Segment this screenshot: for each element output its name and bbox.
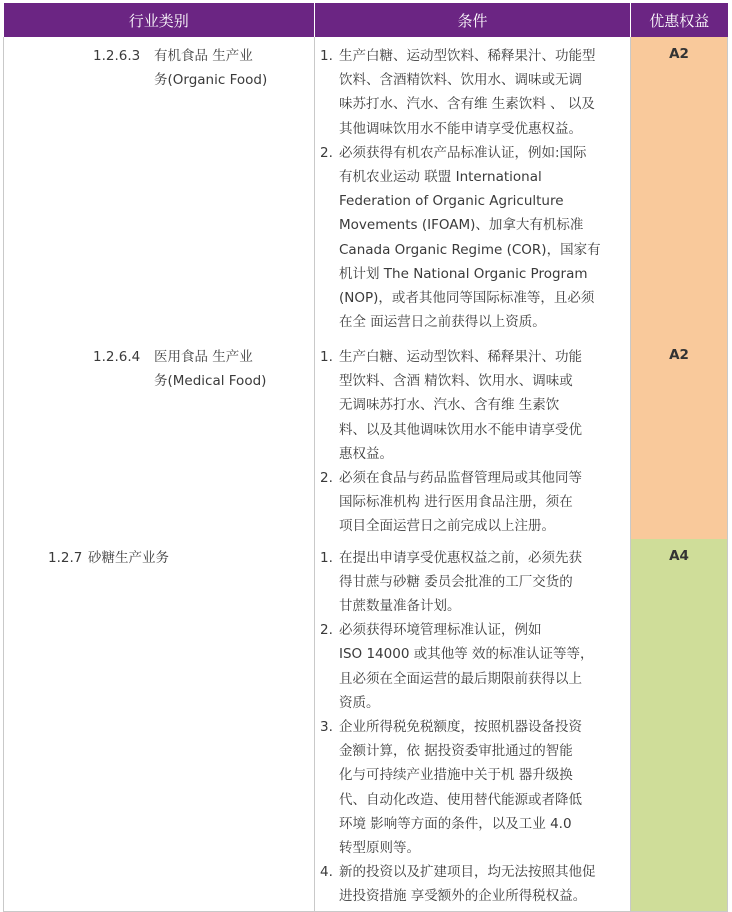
category-name: 医用食品 生产业 务(Medical Food) bbox=[154, 349, 267, 390]
condition-item: 2. 必须获得环境管理标准认证，例如 ISO 14000 或其他等 效的标准认证等等， 且必须在全面运营的最后期限前获得以上 资质。 bbox=[320, 622, 594, 711]
benefit-badge: A2 bbox=[631, 338, 728, 539]
conditions-cell bbox=[315, 37, 631, 338]
benefit-badge: A4 bbox=[631, 539, 728, 912]
header-conditions: 条件 bbox=[315, 3, 631, 37]
table-header-row bbox=[4, 3, 728, 37]
condition-item: 4. 新的投资以及扩建项目，均无法按照其他促 进投资措施 享受额外的企业所得税权益。 bbox=[320, 864, 596, 905]
condition-item: 2. 必须获得有机农产品标准认证，例如:国际 有机农业运动 联盟 International Federation of Organic Agriculture Movements (IFOAM)、加拿大有机标准 Canada Organic Regime (COR)，国家有 机计划 The National Organic Program (NOP)，或者其他同等国际标准等，且必须 在全 面运营日之前获得以上资质。 bbox=[320, 144, 601, 331]
condition-item: 3. 企业所得税免税额度，按照机器设备投资 金额计算，依 据投资委审批通过的智能 化与可持续产业措施中关于机 器升级换 代、自动化改造、使用替代能源或者降低 环境 影响等方面的条件，以及工业 4.0 转型原则等。 bbox=[320, 719, 582, 857]
benefit-badge: A2 bbox=[631, 37, 728, 338]
category-cell bbox=[4, 37, 315, 338]
category-cell bbox=[4, 338, 315, 539]
category-code: 1.2.7 bbox=[48, 549, 83, 566]
category-name: 有机食品 生产业 务(Organic Food) bbox=[154, 48, 268, 89]
condition-item: 1. 在提出申请享受优惠权益之前，必须先获 得甘蔗与砂糖 委员会批准的工厂交货的 甘蔗数量准备计划。 bbox=[320, 549, 582, 615]
category-code: 1.2.6.3 bbox=[93, 48, 141, 64]
header-category: 行业类别 bbox=[4, 3, 315, 37]
category-cell bbox=[4, 539, 315, 912]
condition-item: 2. 必须在食品与药品监督管理局或其他同等 国际标准机构 进行医用食品注册，须在 项目全面运营日之前完成以上注册。 bbox=[320, 470, 582, 535]
industry-benefit-table bbox=[3, 3, 728, 912]
table-row bbox=[4, 37, 728, 338]
conditions-cell bbox=[315, 338, 631, 539]
conditions-cell bbox=[315, 539, 631, 912]
condition-item: 1. 生产白糖、运动型饮料、稀释果汁、功能型 饮料、含酒精饮料、饮用水、调味或无调 味苏打水、汽水、含有维 生素饮料 、 以及 其他调味饮用水不能申请享受优惠权益。 bbox=[320, 48, 596, 137]
condition-item: 1. 生产白糖、运动型饮料、稀释果汁、功能 型饮料、含酒 精饮料、饮用水、调味或 无调味苏打水、汽水、含有维 生素饮 料、以及其他调味饮用水不能申请享受优 惠权益。 bbox=[320, 349, 582, 462]
table-row bbox=[4, 338, 728, 539]
category-name: 砂糖生产业务 bbox=[88, 549, 169, 566]
table-row bbox=[4, 539, 728, 912]
header-benefit: 优惠权益 bbox=[631, 3, 728, 37]
category-code: 1.2.6.4 bbox=[93, 349, 141, 365]
